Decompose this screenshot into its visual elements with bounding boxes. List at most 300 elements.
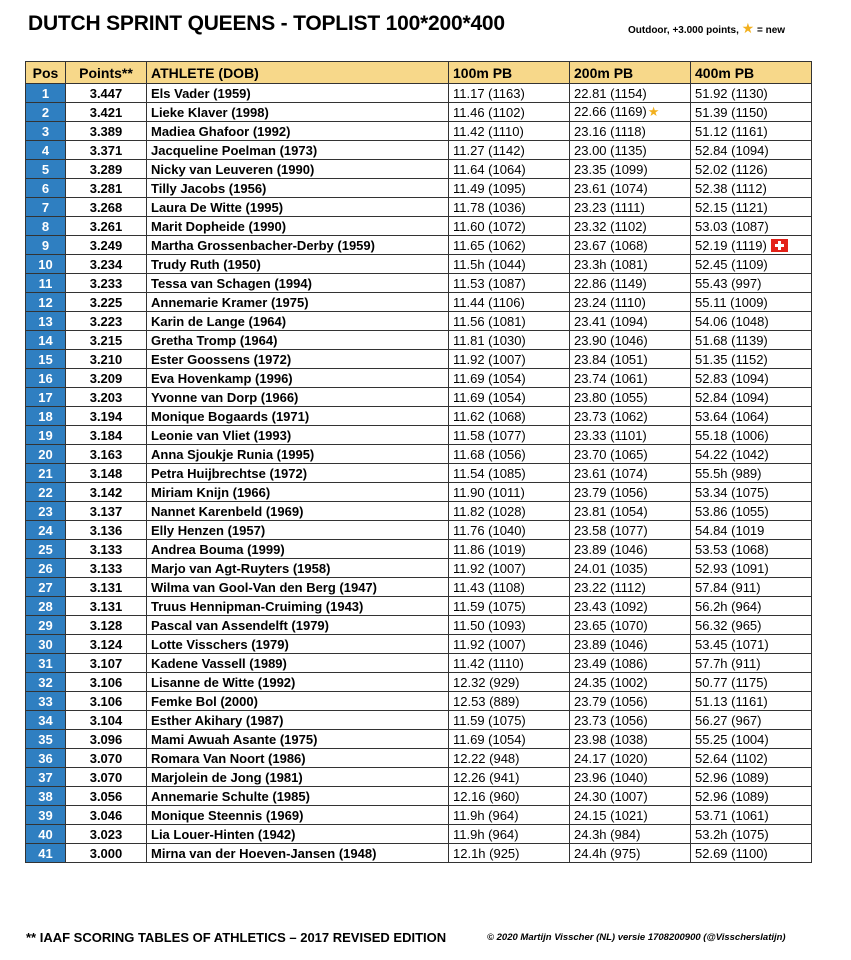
time-100m-cell-text: 12.26 (941) — [453, 769, 520, 785]
time-400m-cell — [691, 578, 812, 597]
time-100m-cell — [449, 559, 570, 578]
athlete-cell-text: Laura De Witte (1995) — [151, 199, 284, 215]
table-row — [26, 255, 812, 274]
time-100m-cell-text: 11.69 (1054) — [453, 389, 526, 405]
header-athlete: ATHLETE (DOB) — [147, 62, 449, 84]
table-row — [26, 540, 812, 559]
time-400m-cell — [691, 464, 812, 483]
table-row — [26, 578, 812, 597]
table-row — [26, 141, 812, 160]
table-row — [26, 730, 812, 749]
athlete-cell-text: Nannet Karenbeld (1969) — [151, 503, 304, 519]
points-cell-text: 3.148 — [89, 465, 123, 481]
time-200m-cell-text: 23.61 (1074) — [574, 465, 648, 481]
pos-cell — [26, 198, 66, 217]
athlete-cell — [147, 578, 449, 597]
time-200m-cell-text: 23.96 (1040) — [574, 769, 648, 785]
time-100m-cell — [449, 198, 570, 217]
time-200m-cell-text: 23.41 (1094) — [574, 313, 648, 329]
time-200m-cell — [570, 768, 691, 787]
time-100m-cell-text: 11.9h (964) — [453, 807, 519, 823]
pos-cell-text: 16 — [38, 370, 53, 386]
time-200m-cell — [570, 179, 691, 198]
time-100m-cell-text: 11.17 (1163) — [453, 85, 525, 101]
time-200m-cell-text: 22.66 (1169) — [574, 104, 647, 119]
athlete-cell-text: Tessa van Schagen (1994) — [151, 275, 312, 291]
time-200m-cell — [570, 407, 691, 426]
time-200m-cell — [570, 312, 691, 331]
points-cell — [66, 160, 147, 179]
table-row — [26, 692, 812, 711]
time-200m-cell-text: 24.3h (984) — [574, 826, 641, 842]
time-100m-cell-text: 11.78 (1036) — [453, 199, 526, 215]
athlete-cell — [147, 692, 449, 711]
time-200m-cell — [570, 274, 691, 293]
athlete-cell-text: Lieke Klaver (1998) — [151, 104, 269, 120]
points-cell — [66, 407, 147, 426]
time-400m-cell — [691, 844, 812, 863]
table-row — [26, 122, 812, 141]
points-cell — [66, 692, 147, 711]
time-400m-cell-text: 54.06 (1048) — [695, 313, 769, 329]
time-100m-cell-text: 11.58 (1077) — [453, 427, 526, 443]
time-400m-cell-text: 52.69 (1100) — [695, 845, 768, 861]
time-100m-cell-text: 11.92 (1007) — [453, 351, 526, 367]
time-100m-cell-text: 12.32 (929) — [453, 674, 520, 690]
pos-cell-text: 14 — [38, 332, 53, 348]
athlete-cell-text: Annemarie Kramer (1975) — [151, 294, 309, 310]
time-100m-cell-text: 11.59 (1075) — [453, 598, 526, 614]
pos-cell — [26, 445, 66, 464]
points-cell-text: 3.223 — [89, 313, 123, 329]
time-400m-cell-text: 53.71 (1061) — [695, 807, 769, 823]
time-400m-cell — [691, 635, 812, 654]
time-200m-cell-text: 23.61 (1074) — [574, 180, 648, 196]
table-row — [26, 369, 812, 388]
athlete-cell-text: Monique Bogaards (1971) — [151, 408, 310, 424]
pos-cell-text: 40 — [38, 826, 53, 842]
time-200m-cell — [570, 521, 691, 540]
points-cell — [66, 236, 147, 255]
pos-cell — [26, 787, 66, 806]
points-cell — [66, 654, 147, 673]
time-100m-cell-text: 11.86 (1019) — [453, 541, 526, 557]
athlete-cell — [147, 787, 449, 806]
points-cell — [66, 502, 147, 521]
pos-cell — [26, 844, 66, 863]
table-row — [26, 806, 812, 825]
points-cell-text: 3.210 — [89, 351, 123, 367]
time-200m-cell — [570, 730, 691, 749]
time-200m-cell-text: 23.33 (1101) — [574, 427, 647, 443]
athlete-cell-text: Lotte Visschers (1979) — [151, 636, 289, 652]
star-icon: ★ — [647, 104, 660, 119]
points-cell — [66, 388, 147, 407]
points-cell-text: 3.249 — [89, 237, 123, 253]
time-400m-cell — [691, 806, 812, 825]
points-cell-text: 3.137 — [89, 503, 123, 519]
time-400m-cell — [691, 483, 812, 502]
pos-cell — [26, 730, 66, 749]
points-cell-text: 3.096 — [89, 731, 123, 747]
time-100m-cell-text: 12.1h (925) — [453, 845, 520, 861]
athlete-cell — [147, 388, 449, 407]
pos-cell — [26, 160, 66, 179]
time-200m-cell-text: 24.17 (1020) — [574, 750, 648, 766]
time-400m-cell-text: 52.93 (1091) — [695, 560, 769, 576]
time-200m-cell — [570, 483, 691, 502]
header-points: Points** — [66, 62, 147, 84]
time-400m-cell — [691, 236, 812, 255]
time-200m-cell — [570, 540, 691, 559]
points-cell — [66, 179, 147, 198]
time-400m-cell-text: 55.11 (1009) — [695, 294, 768, 310]
time-400m-cell-text: 53.45 (1071) — [695, 636, 769, 652]
time-100m-cell — [449, 255, 570, 274]
time-100m-cell — [449, 692, 570, 711]
pos-cell — [26, 141, 66, 160]
pos-cell-text: 11 — [38, 275, 53, 291]
time-200m-cell-text: 22.86 (1149) — [574, 275, 647, 291]
athlete-cell-text: Wilma van Gool-Van den Berg (1947) — [151, 579, 377, 595]
time-100m-cell — [449, 331, 570, 350]
pos-cell — [26, 369, 66, 388]
pos-cell-text: 13 — [38, 313, 53, 329]
points-cell-text: 3.281 — [89, 180, 123, 196]
points-cell — [66, 673, 147, 692]
time-400m-cell-text: 54.22 (1042) — [695, 446, 769, 462]
points-cell — [66, 768, 147, 787]
header-100m: 100m PB — [449, 62, 570, 84]
time-400m-cell-text: 53.03 (1087) — [695, 218, 769, 234]
athlete-cell-text: Kadene Vassell (1989) — [151, 655, 287, 671]
pos-cell-text: 41 — [38, 845, 53, 861]
pos-cell-text: 19 — [38, 427, 53, 443]
points-cell-text: 3.233 — [89, 275, 123, 291]
time-200m-cell-text: 24.4h (975) — [574, 845, 641, 861]
athlete-cell — [147, 217, 449, 236]
points-cell-text: 3.142 — [89, 484, 123, 500]
athlete-cell-text: Yvonne van Dorp (1966) — [151, 389, 299, 405]
time-100m-cell — [449, 179, 570, 198]
points-cell-text: 3.389 — [89, 123, 123, 139]
time-200m-cell — [570, 578, 691, 597]
time-400m-cell — [691, 388, 812, 407]
time-100m-cell — [449, 711, 570, 730]
pos-cell — [26, 768, 66, 787]
time-400m-cell — [691, 141, 812, 160]
time-200m-cell — [570, 597, 691, 616]
points-cell — [66, 350, 147, 369]
table-row — [26, 787, 812, 806]
time-200m-cell-text: 23.16 (1118) — [574, 123, 646, 139]
table-row — [26, 654, 812, 673]
athlete-cell — [147, 445, 449, 464]
pos-cell-text: 24 — [38, 522, 53, 538]
pos-cell-text: 5 — [41, 161, 50, 177]
pos-cell — [26, 806, 66, 825]
time-400m-cell-text: 51.68 (1139) — [695, 332, 768, 348]
time-200m-cell — [570, 445, 691, 464]
athlete-cell — [147, 616, 449, 635]
time-200m-cell-text: 23.73 (1062) — [574, 408, 648, 424]
athlete-cell — [147, 350, 449, 369]
points-cell-text: 3.289 — [89, 161, 123, 177]
time-200m-cell-text: 23.00 (1135) — [574, 142, 647, 158]
time-200m-cell-text: 24.15 (1021) — [574, 807, 648, 823]
pos-cell-text: 30 — [38, 636, 53, 652]
pos-cell — [26, 122, 66, 141]
time-100m-cell — [449, 407, 570, 426]
athlete-cell-text: Mami Awuah Asante (1975) — [151, 731, 318, 747]
athlete-cell-text: Lia Louer-Hinten (1942) — [151, 826, 296, 842]
time-100m-cell — [449, 445, 570, 464]
pos-cell — [26, 673, 66, 692]
pos-cell-text: 38 — [38, 788, 53, 804]
time-400m-cell — [691, 179, 812, 198]
points-cell-text: 3.209 — [89, 370, 123, 386]
time-400m-cell-text: 52.38 (1112) — [695, 180, 767, 196]
athlete-cell — [147, 312, 449, 331]
athlete-cell — [147, 255, 449, 274]
points-cell — [66, 635, 147, 654]
time-400m-cell — [691, 654, 812, 673]
time-400m-cell — [691, 730, 812, 749]
pos-cell-text: 39 — [38, 807, 53, 823]
time-200m-cell-text: 23.89 (1046) — [574, 636, 648, 652]
table-row — [26, 274, 812, 293]
time-400m-cell — [691, 426, 812, 445]
points-cell-text: 3.131 — [89, 579, 123, 595]
time-100m-cell — [449, 635, 570, 654]
time-200m-cell-text: 23.24 (1110) — [574, 294, 646, 310]
time-200m-cell-text: 23.3h (1081) — [574, 256, 648, 272]
time-400m-cell-text: 52.84 (1094) — [695, 389, 769, 405]
time-100m-cell-text: 11.92 (1007) — [453, 636, 526, 652]
table-row — [26, 331, 812, 350]
time-400m-cell-text: 57.84 (911) — [695, 579, 761, 595]
points-cell-text: 3.261 — [89, 218, 123, 234]
points-cell-text: 3.104 — [89, 712, 123, 728]
pos-cell — [26, 578, 66, 597]
pos-cell-text: 21 — [38, 465, 53, 481]
table-row — [26, 312, 812, 331]
athlete-cell — [147, 293, 449, 312]
athlete-cell — [147, 426, 449, 445]
pos-cell — [26, 312, 66, 331]
time-400m-cell — [691, 616, 812, 635]
athlete-cell — [147, 464, 449, 483]
time-200m-cell-text: 23.90 (1046) — [574, 332, 648, 348]
points-cell — [66, 825, 147, 844]
time-400m-cell — [691, 217, 812, 236]
time-200m-cell — [570, 331, 691, 350]
table-row — [26, 844, 812, 863]
table-row — [26, 445, 812, 464]
time-200m-cell — [570, 692, 691, 711]
pos-cell — [26, 711, 66, 730]
time-200m-cell — [570, 84, 691, 103]
athlete-cell — [147, 483, 449, 502]
time-400m-cell-text: 51.13 (1161) — [695, 693, 768, 709]
points-cell — [66, 578, 147, 597]
athlete-cell — [147, 502, 449, 521]
time-200m-cell — [570, 350, 691, 369]
time-100m-cell — [449, 388, 570, 407]
time-100m-cell — [449, 103, 570, 122]
pos-cell — [26, 103, 66, 122]
time-200m-cell-text: 23.79 (1056) — [574, 693, 648, 709]
pos-cell — [26, 255, 66, 274]
pos-cell-text: 9 — [41, 237, 50, 253]
swiss-flag-icon — [771, 239, 788, 252]
time-200m-cell — [570, 711, 691, 730]
pos-cell-text: 17 — [38, 389, 53, 405]
points-cell-text: 3.106 — [89, 674, 123, 690]
pos-cell — [26, 502, 66, 521]
time-100m-cell-text: 11.76 (1040) — [453, 522, 526, 538]
athlete-cell-text: Karin de Lange (1964) — [151, 313, 287, 329]
points-cell — [66, 844, 147, 863]
time-200m-cell-text: 23.22 (1112) — [574, 579, 646, 595]
time-200m-cell — [570, 236, 691, 255]
points-cell — [66, 141, 147, 160]
pos-cell — [26, 749, 66, 768]
time-200m-cell — [570, 141, 691, 160]
time-100m-cell-text: 11.9h (964) — [453, 826, 519, 842]
time-100m-cell-text: 11.53 (1087) — [453, 275, 526, 291]
pos-cell-text: 4 — [41, 142, 50, 158]
time-100m-cell-text: 11.62 (1068) — [453, 408, 526, 424]
time-100m-cell-text: 11.46 (1102) — [453, 104, 525, 120]
time-200m-cell — [570, 198, 691, 217]
points-cell-text: 3.107 — [89, 655, 123, 671]
pos-cell — [26, 179, 66, 198]
pos-cell-text: 22 — [38, 484, 53, 500]
time-400m-cell-text: 52.15 (1121) — [695, 199, 768, 215]
time-100m-cell-text: 11.5h (1044) — [453, 256, 526, 272]
pos-cell — [26, 692, 66, 711]
pos-cell-text: 32 — [38, 674, 53, 690]
pos-cell-text: 29 — [38, 617, 53, 633]
pos-cell — [26, 407, 66, 426]
athlete-cell — [147, 711, 449, 730]
points-cell-text: 3.371 — [89, 142, 123, 158]
table-row — [26, 673, 812, 692]
athlete-cell-text: Miriam Knijn (1966) — [151, 484, 271, 500]
points-cell-text: 3.268 — [89, 199, 123, 215]
table-row — [26, 768, 812, 787]
athlete-cell-text: Pascal van Assendelft (1979) — [151, 617, 329, 633]
pos-cell — [26, 217, 66, 236]
pos-cell-text: 8 — [41, 218, 50, 234]
time-100m-cell-text: 11.27 (1142) — [453, 142, 525, 158]
header-400m: 400m PB — [691, 62, 812, 84]
time-100m-cell-text: 12.16 (960) — [453, 788, 520, 804]
time-100m-cell-text: 11.64 (1064) — [453, 161, 526, 177]
points-cell — [66, 331, 147, 350]
pos-cell-text: 7 — [41, 199, 50, 215]
points-cell-text: 3.046 — [89, 807, 123, 823]
points-cell-text: 3.133 — [89, 560, 123, 576]
header-pos: Pos — [26, 62, 66, 84]
time-200m-cell — [570, 464, 691, 483]
time-100m-cell-text: 11.69 (1054) — [453, 370, 526, 386]
time-400m-cell-text: 52.19 (1119) — [695, 237, 767, 253]
time-400m-cell-text: 53.2h (1075) — [695, 826, 769, 842]
time-100m-cell-text: 11.68 (1056) — [453, 446, 526, 462]
time-200m-cell-text: 23.70 (1065) — [574, 446, 648, 462]
athlete-cell-text: Trudy Ruth (1950) — [151, 256, 261, 272]
time-400m-cell — [691, 559, 812, 578]
footer-copyright: © 2020 Martijn Visscher (NL) versie 1708200900 (@Visscherslatijn) — [487, 932, 786, 943]
athlete-cell — [147, 84, 449, 103]
table-row — [26, 616, 812, 635]
time-100m-cell — [449, 844, 570, 863]
points-cell-text: 3.070 — [89, 750, 123, 766]
time-100m-cell — [449, 749, 570, 768]
points-cell — [66, 369, 147, 388]
time-200m-cell-text: 23.67 (1068) — [574, 237, 648, 253]
table-row — [26, 559, 812, 578]
athlete-cell-text: Eva Hovenkamp (1996) — [151, 370, 293, 386]
athlete-cell — [147, 103, 449, 122]
time-200m-cell-text: 23.98 (1038) — [574, 731, 648, 747]
time-100m-cell — [449, 673, 570, 692]
table-row — [26, 749, 812, 768]
points-cell — [66, 559, 147, 578]
points-cell-text: 3.124 — [89, 636, 123, 652]
athlete-cell — [147, 122, 449, 141]
time-400m-cell — [691, 540, 812, 559]
time-100m-cell — [449, 464, 570, 483]
star-icon: ★ — [741, 20, 755, 36]
athlete-cell — [147, 749, 449, 768]
athlete-cell — [147, 141, 449, 160]
time-400m-cell — [691, 749, 812, 768]
time-100m-cell-text: 11.59 (1075) — [453, 712, 526, 728]
points-cell-text: 3.184 — [89, 427, 123, 443]
time-100m-cell — [449, 540, 570, 559]
pos-cell — [26, 540, 66, 559]
time-200m-cell — [570, 559, 691, 578]
time-100m-cell — [449, 293, 570, 312]
athlete-cell — [147, 407, 449, 426]
time-200m-cell — [570, 673, 691, 692]
time-100m-cell-text: 11.54 (1085) — [453, 465, 526, 481]
time-200m-cell — [570, 160, 691, 179]
legend-text: Outdoor, +3.000 points, — [628, 25, 739, 36]
time-100m-cell — [449, 597, 570, 616]
athlete-cell — [147, 635, 449, 654]
points-cell-text: 3.023 — [89, 826, 123, 842]
athlete-cell — [147, 198, 449, 217]
table-row — [26, 293, 812, 312]
athlete-cell-text: Tilly Jacobs (1956) — [151, 180, 267, 196]
points-cell-text: 3.106 — [89, 693, 123, 709]
points-cell — [66, 426, 147, 445]
table-row — [26, 160, 812, 179]
athlete-cell-text: Mirna van der Hoeven-Jansen (1948) — [151, 845, 377, 861]
athlete-cell — [147, 597, 449, 616]
time-200m-cell — [570, 255, 691, 274]
time-400m-cell-text: 52.64 (1102) — [695, 750, 768, 766]
time-400m-cell-text: 51.39 (1150) — [695, 104, 768, 120]
table-row — [26, 521, 812, 540]
points-cell — [66, 483, 147, 502]
time-400m-cell — [691, 293, 812, 312]
athlete-cell — [147, 768, 449, 787]
